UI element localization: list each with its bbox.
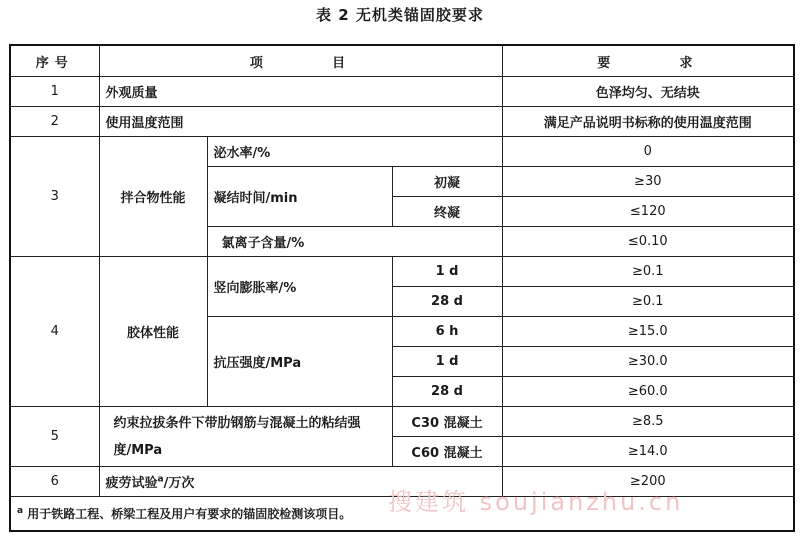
sub-sub-item: 28 d [392, 287, 502, 317]
header-no: 序号 [10, 45, 99, 77]
sub-sub-item: 终凝 [392, 197, 502, 227]
row-item: 外观质量 [99, 77, 502, 107]
row-no: 5 [10, 407, 99, 467]
footnote-mark: a [17, 506, 24, 516]
row-req: ≥15.0 [502, 317, 794, 347]
sub-sub-item: 1 d [392, 257, 502, 287]
row-req: ≥30.0 [502, 347, 794, 377]
row-req: ≥8.5 [502, 407, 794, 437]
row-group: 拌合物性能 [99, 137, 207, 257]
row-no: 4 [10, 257, 99, 407]
table-title: 表 2 无机类锚固胶要求 [316, 6, 484, 24]
row-no: 2 [10, 107, 99, 137]
row-no: 6 [10, 467, 99, 497]
watermark: 搜建筑 soujianzhu.cn [388, 488, 684, 516]
table-row [10, 137, 794, 167]
table-row [10, 257, 794, 287]
header-req: 要 求 [502, 45, 794, 77]
row-no: 1 [10, 77, 99, 107]
table-header-row [10, 45, 794, 77]
table-row [10, 77, 794, 107]
row-req: 满足产品说明书标称的使用温度范围 [502, 107, 794, 137]
row-req: ≥60.0 [502, 377, 794, 407]
sub-item: 凝结时间/min [207, 167, 392, 227]
row-no: 3 [10, 137, 99, 257]
header-item: 项 目 [99, 45, 502, 77]
row-item: 使用温度范围 [99, 107, 502, 137]
row-req: ≤0.10 [502, 227, 794, 257]
row-item-unit: /万次 [163, 476, 195, 491]
row-req: 0 [502, 137, 794, 167]
row-item: 约束拉拔条件下带肋钢筋与混凝土的粘结强度/MPa [99, 407, 392, 467]
sub-sub-item: C30 混凝土 [392, 407, 502, 437]
sub-item: 氯离子含量/% [207, 227, 502, 257]
row-req: ≥14.0 [502, 437, 794, 467]
row-group: 胶体性能 [99, 257, 207, 407]
requirements-table [9, 44, 795, 532]
row-req: ≥0.1 [502, 287, 794, 317]
footnote-ref: a [157, 474, 164, 485]
row-req: ≥0.1 [502, 257, 794, 287]
sub-item: 抗压强度/MPa [207, 317, 392, 407]
row-req: 色泽均匀、无结块 [502, 77, 794, 107]
table-row [10, 107, 794, 137]
sub-sub-item: C60 混凝土 [392, 437, 502, 467]
sub-item: 泌水率/% [207, 137, 502, 167]
sub-sub-item: 1 d [392, 347, 502, 377]
row-item-text: 疲劳试验 [105, 476, 158, 491]
sub-sub-item: 28 d [392, 377, 502, 407]
row-req: ≤120 [502, 197, 794, 227]
footnote-text: 用于铁路工程、桥梁工程及用户有要求的锚固胶检测该项目。 [27, 507, 352, 521]
sub-sub-item: 6 h [392, 317, 502, 347]
sub-item: 竖向膨胀率/% [207, 257, 392, 317]
row-req: ≥30 [502, 167, 794, 197]
row-req: ≥200 [502, 467, 794, 497]
table-row [10, 407, 794, 437]
sub-sub-item: 初凝 [392, 167, 502, 197]
